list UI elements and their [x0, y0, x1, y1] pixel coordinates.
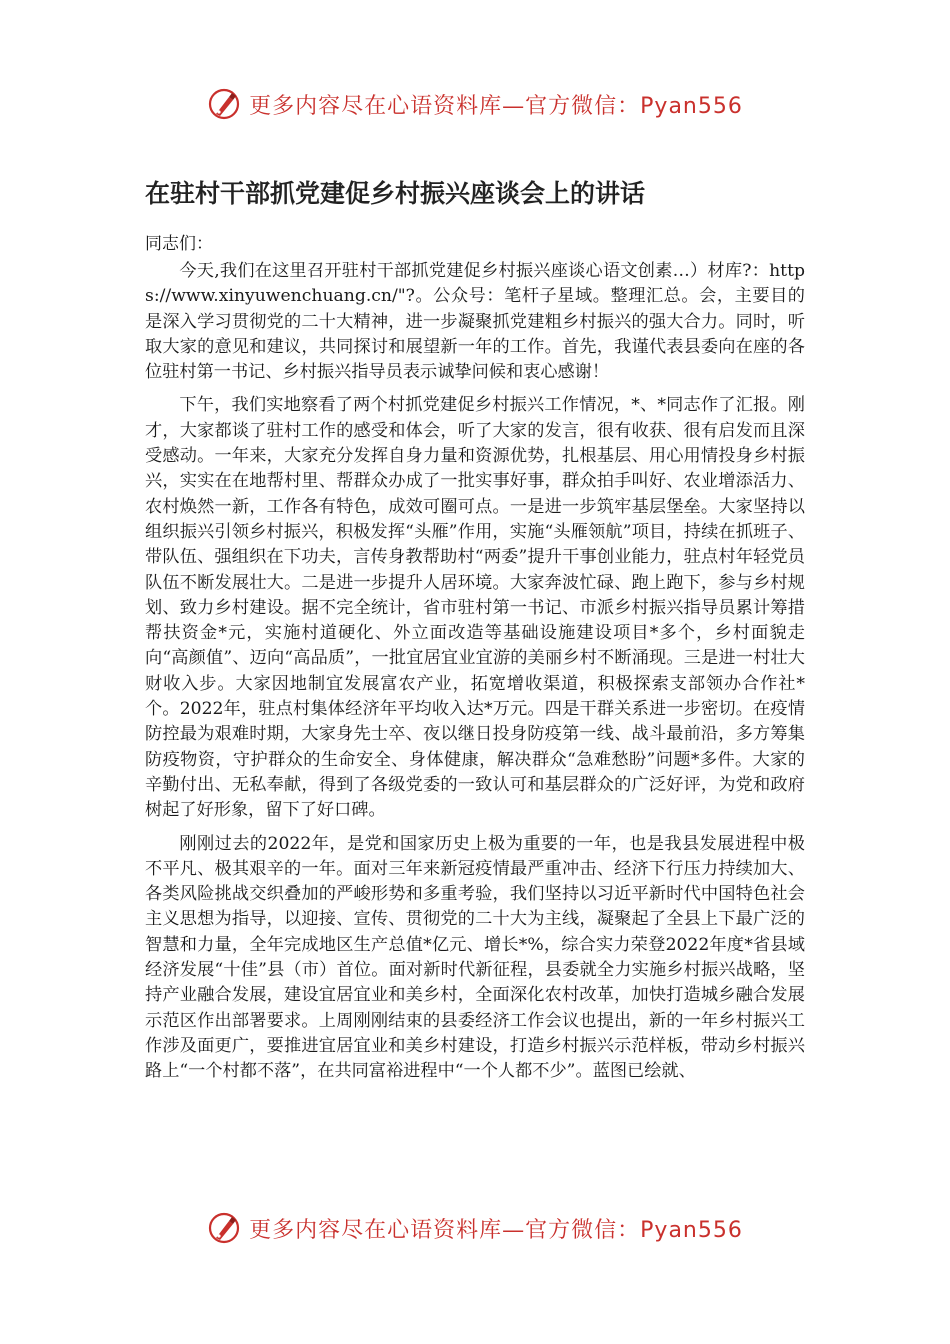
wechat-id: Pyan556 — [640, 93, 743, 119]
paragraph-2: 下午，我们实地察看了两个村抓党建促乡村振兴工作情况，*、*同志作了汇报。刚才，大家都谈了驻村工作的感受和体会，听了大家的发言，很有收获、很有启发而且深受感动。一年来，大家充分发挥自身力量和资源优势，扎根基层、用心用情投身乡村振兴，实实在在地帮村里、帮群众办成了一批实事好事，群众拍手叫好、农业增添活力、农村焕然一新，工作各有特色，成效可圈可点。一是进一步筑牢基层堡垒。大家坚持以组织振兴引领乡村振兴，积极发挥“头雁”作用，实施“头雁领航”项目，持续在抓班子、带队伍、强组织在下功夫，言传身教帮助村“两委”提升干事创业能力，驻点村年轻党员队伍不断发展壮大。二是进一步提升人居环境。大家奔波忙碌、跑上跑下，参与乡村规划、致力乡村建设。据不完全统计，省市驻村第一书记、市派乡村振兴指导员累计筹措帮扶资金*元，实施村道硬化、外立面改造等基础设施建设项目*多个，乡村面貌走向“高颜值”、迈向“高品质”，一批宜居宜业宜游的美丽乡村不断涌现。三是进一村壮大财收入步。大家因地制宜发展富农产业，拓宽增收渠道，积极探索支部领办合作社*个。2022年，驻点村集体经济年平均收入达*万元。四是干群关系进一步密切。在疫情防控最为艰难时期，大家身先士卒、夜以继日投身防疫第一线、战斗最前沿，多方筹集防疫物资，守护群众的生命安全、身体健康，解决群众“急难愁盼”问题*多件。大家的辛勤付出、无私奉献，得到了各级党委的一致认可和基层群众的广泛好评，为党和政府树起了好形象，留下了好口碑。 — [145, 395, 805, 821]
pen-nib-logo-icon — [207, 1211, 241, 1245]
pen-nib-logo-icon — [207, 87, 241, 121]
paragraph-1: 今天,我们在这里召开驻村干部抓党建促乡村振兴座谈心语文创素…）材库?：https://www.xinyuwenchuang.cn/"?。公众号：笔杆子星域。整理汇总。会，主要目的是深入学习贯彻党的二十大精神，进一步凝聚抓党建粗乡村振兴的强大合力。同时，听取大家的意见和建议，共同探讨和展望新一年的工作。首先，我谨代表县委向在座的各位驻村第一书记、乡村振兴指导员表示诚挚问候和衷心感谢！ — [145, 261, 805, 383]
document-body — [145, 231, 805, 1093]
document-title: 在驻村干部抓党建促乡村振兴座谈会上的讲话 — [145, 179, 646, 208]
footer-watermark-text: 更多内容尽在心语资料库—官方微信：Pyan556 — [249, 1217, 743, 1243]
salutation: 同志们： — [145, 234, 213, 254]
wechat-id: Pyan556 — [640, 1217, 743, 1243]
header-watermark-text: 更多内容尽在心语资料库—官方微信：Pyan556 — [249, 93, 743, 119]
footer-watermark-banner — [0, 1208, 950, 1248]
paragraph-3: 刚刚过去的2022年，是党和国家历史上极为重要的一年，也是我县发展进程中极不平凡、极其艰辛的一年。面对三年来新冠疫情最严重冲击、经济下行压力持续加大、各类风险挑战交织叠加的严峻形势和多重考验，我们坚持以习近平新时代中国特色社会主义思想为指导，以迎接、宣传、贯彻党的二十大为主线，凝聚起了全县上下最广泛的智慧和力量，全年完成地区生产总值*亿元、增长*%，综合实力荣登2022年度*省县域经济发展“十佳”县（市）首位。面对新时代新征程，县委就全力实施乡村振兴战略，坚持产业融合发展，建设宜居宜业和美乡村，全面深化农村改革，加快打造城乡融合发展示范区作出部署要求。上周刚刚结束的县委经济工作会议也提出，新的一年乡村振兴工作涉及面更广，要推进宜居宜业和美乡村建设，打造乡村振兴示范样板，带动乡村振兴路上“一个村都不落”，在共同富裕进程中“一个人都不少”。蓝图已绘就、 — [145, 833, 805, 1082]
header-watermark-banner — [0, 84, 950, 124]
